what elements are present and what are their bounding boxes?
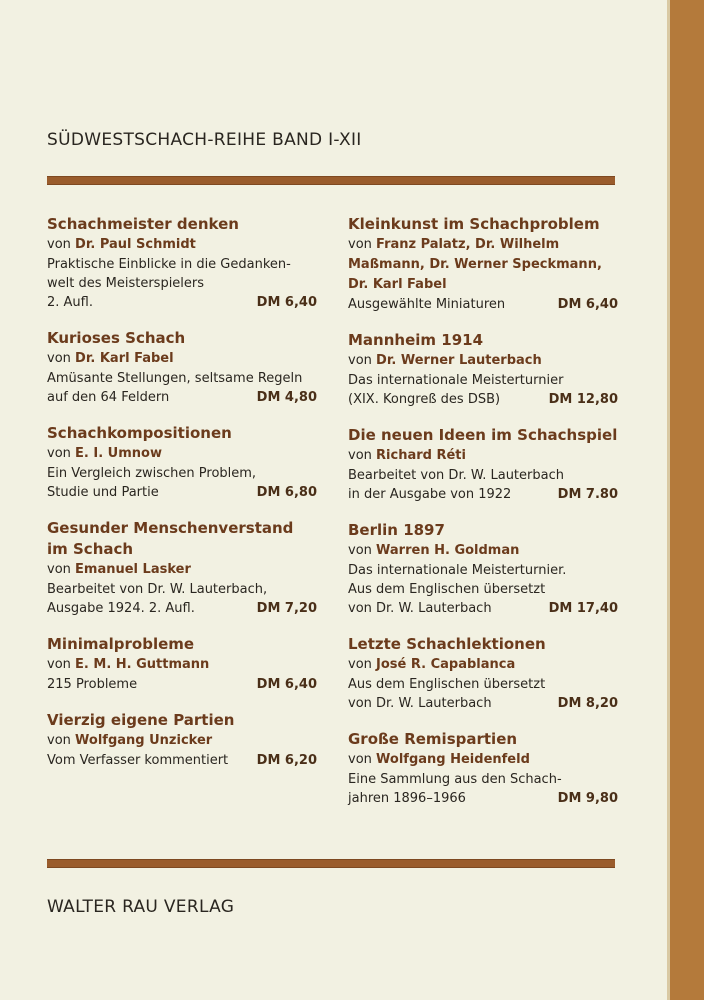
book-entry [348,634,618,713]
book-price: DM 4,80 [256,390,317,405]
book-description: Aus dem Englischen übersetzt [348,582,546,597]
author-prefix: von [348,657,372,672]
book-author: E. M. H. Guttmann [75,657,210,672]
book-price: DM 9,80 [557,791,618,806]
book-price: DM 6,40 [256,677,317,692]
book-price-line [47,388,317,407]
author-prefix: von [47,733,71,748]
book-price-line [47,293,317,312]
book-description: Ein Vergleich zwischen Problem, [47,466,257,481]
book-entry [348,425,618,504]
book-description: welt des Meisterspielers [47,276,205,291]
book-price-line [47,675,317,694]
author-prefix: von [348,237,372,252]
book-title: Minimalprobleme [47,635,195,653]
book-description: 215 Probleme [47,677,138,692]
book-author: Franz Palatz, Dr. Wilhelm Maßmann, Dr. Werner Speckmann, Dr. Karl Fabel [348,237,602,292]
book-description: Ausgewählte Miniaturen [348,297,506,312]
publisher-name: WALTER RAU VERLAG [47,897,235,917]
book-price: DM 8,20 [557,696,618,711]
book-author-line [348,750,618,770]
book-price: DM 7,20 [256,601,317,616]
book-price-line [348,295,618,314]
book-author: Warren H. Goldman [376,543,520,558]
author-prefix: von [47,562,71,577]
book-author: Richard Réti [376,448,466,463]
book-author-line [47,349,317,369]
book-author: Wolfgang Unzicker [75,733,213,748]
book-description: Ausgabe 1924. 2. Aufl. [47,601,195,616]
book-author: Dr. Paul Schmidt [75,237,196,252]
author-prefix: von [47,446,71,461]
book-price-line [47,483,317,502]
author-prefix: von [47,657,71,672]
author-prefix: von [348,353,372,368]
author-prefix: von [47,237,71,252]
book-title: Schachmeister denken [47,215,239,233]
book-title: Kurioses Schach [47,329,186,347]
book-description: Praktische Einblicke in die Gedanken- [47,257,291,272]
book-title: Letzte Schachlektionen [348,635,546,653]
book-author: Dr. Werner Lauterbach [376,353,542,368]
book-price-line [47,751,317,770]
book-author: Wolfgang Heidenfeld [376,752,530,767]
book-author-line [348,351,618,371]
book-price-line [348,599,618,618]
book-price-line [348,694,618,713]
series-title: SÜDWESTSCHACH-REIHE BAND I-XII [47,130,362,150]
book-description: Das internationale Meisterturnier. [348,563,567,578]
book-title: Kleinkunst im Schachproblem [348,215,600,233]
book-entry [47,710,317,770]
book-author-line [348,235,618,295]
book-author-line [47,444,317,464]
book-price-line [348,485,618,504]
book-price: DM 6,40 [256,295,317,310]
book-description: auf den 64 Feldern [47,390,170,405]
book-entry [348,214,618,314]
book-spine [670,0,704,1000]
book-title: Mannheim 1914 [348,331,483,349]
book-author-line [47,235,317,255]
book-title: Berlin 1897 [348,521,445,539]
author-prefix: von [348,752,372,767]
book-entry [47,328,317,407]
book-description: jahren 1896–1966 [348,791,466,806]
book-description: Bearbeitet von Dr. W. Lauterbach [348,468,564,483]
book-title: Schachkompositionen [47,424,232,442]
book-description: in der Ausgabe von 1922 [348,487,512,502]
book-author-line [47,655,317,675]
book-author: E. I. Umnow [75,446,162,461]
book-description: Vom Verfasser kommentiert [47,753,229,768]
book-description: (XIX. Kongreß des DSB) [348,392,501,407]
book-author-line [348,655,618,675]
book-title: Gesunder Menschenverstand im Schach [47,519,294,558]
book-author-line [47,731,317,751]
book-description: Eine Sammlung aus den Schach- [348,772,562,787]
book-entry [348,330,618,409]
book-author-line [47,560,317,580]
author-prefix: von [47,351,71,366]
top-divider [47,176,615,185]
book-description: Studie und Partie [47,485,159,500]
book-description: 2. Aufl. [47,295,93,310]
book-price-line [47,599,317,618]
book-title: Große Remispartien [348,730,518,748]
book-entry [348,520,618,618]
book-author-line [348,541,618,561]
book-entry [47,214,317,312]
book-description: von Dr. W. Lauterbach [348,696,492,711]
book-description: von Dr. W. Lauterbach [348,601,492,616]
book-price: DM 6,20 [256,753,317,768]
book-price: DM 7.80 [557,487,618,502]
book-description: Das internationale Meisterturnier [348,373,564,388]
book-description: Bearbeitet von Dr. W. Lauterbach, [47,582,268,597]
book-author: José R. Capablanca [376,657,516,672]
book-price-line [348,390,618,409]
book-author-line [348,446,618,466]
book-description: Aus dem Englischen übersetzt [348,677,546,692]
book-price: DM 17,40 [548,601,618,616]
book-author: Dr. Karl Fabel [75,351,174,366]
book-entry [47,634,317,694]
book-price: DM 12,80 [548,392,618,407]
book-title: Die neuen Ideen im Schachspiel [348,426,618,444]
book-description: Amüsante Stellungen, seltsame Regeln [47,371,303,386]
book-author: Emanuel Lasker [75,562,191,577]
book-price-line [348,789,618,808]
book-entry [47,518,317,618]
right-column [348,214,618,824]
author-prefix: von [348,448,372,463]
left-column [47,214,317,786]
book-title: Vierzig eigene Partien [47,711,235,729]
bottom-divider [47,859,615,868]
book-price: DM 6,80 [256,485,317,500]
book-entry [47,423,317,502]
book-entry [348,729,618,808]
book-price: DM 6,40 [557,297,618,312]
author-prefix: von [348,543,372,558]
